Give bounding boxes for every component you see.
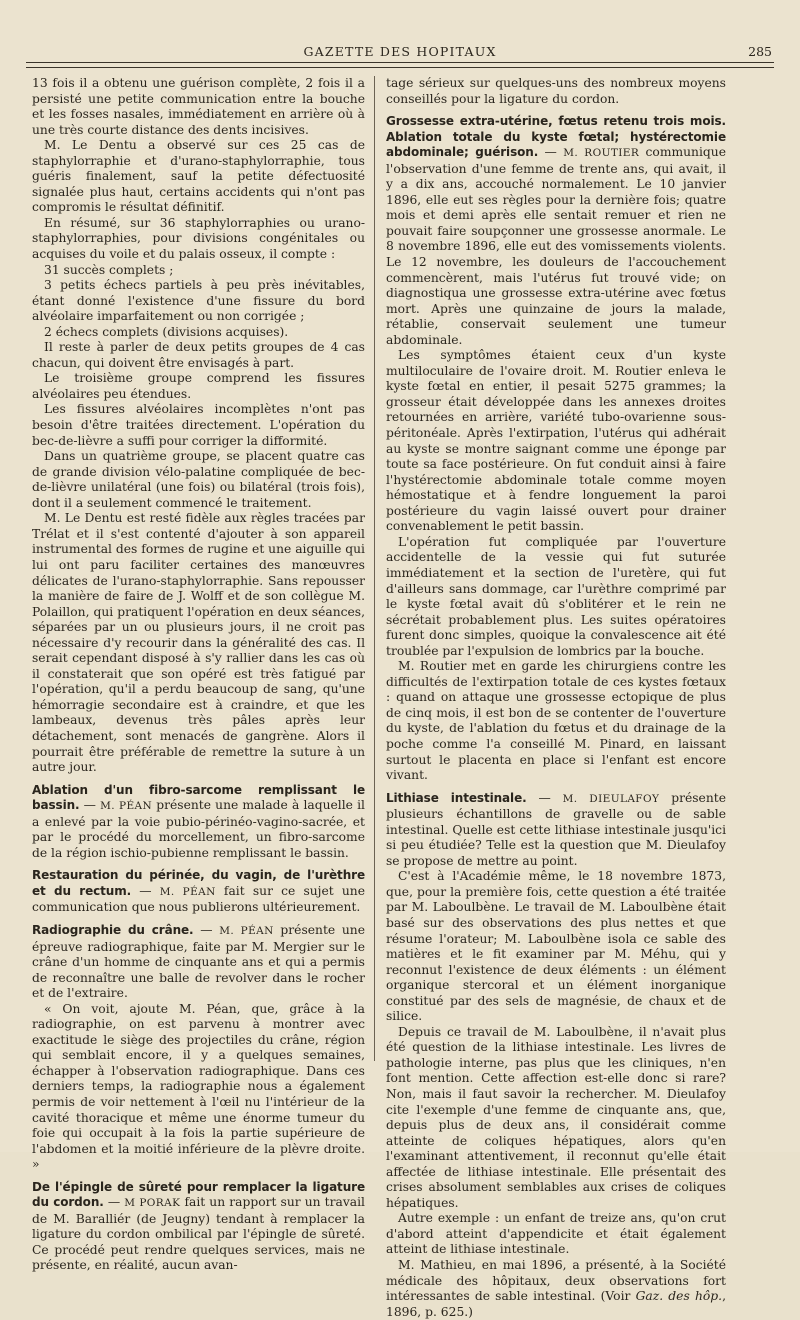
left-column	[32, 76, 365, 1274]
paragraph: Les symptômes étaient ceux d'un kyste multiloculaire de l'ovaire droit. M. Routier enleva le kyste fœtal en entier, il pesait 5275 grammes; la grosseur était développée dans les annexes droites retournées en arrière, variété tubo-ovarienne sous-péritonéale. Après l'extirpation, l'utérus qui adhérait au kyste se montre saignant comme une éponge par toute sa face postérieure. On fut conduit ainsi à faire l'hystérectomie abdominale totale comme moyen hémostatique et à fendre longuement la paroi postérieure du vagin laissé ouvert pour drainer convenablement le petit bassin.	[386, 348, 726, 534]
right-column	[386, 76, 726, 1320]
paragraph: L'opération fut compliquée par l'ouverture accidentelle de la vessie qui fut suturée immédiatement et la section de l'uretère, qui fut d'ailleurs sans dommage, car l'urèthre comprimé par le kyste fœtal avait dû s'oblitérer et le rein ne sécrétait probablement plus. Les suites opératoires furent donc simples, quoique la convalescence ait été troublée par l'expulsion de lombrics par la bouche.	[386, 534, 726, 658]
section-body: fait sur ce sujet une communication que nous publierons ultérieurement.	[32, 883, 366, 915]
header-rule-thin	[26, 67, 774, 68]
paragraph: Depuis ce travail de M. Laboulbène, il n'avait plus été question de la lithiase intestinale. Les livres de pathologie interne, pas plus que les cliniques, n'en font mention. Cette affection est-elle donc si rare? Non, mais il faut savoir la rechercher. M. Dieulafoy cite l'exemple d'une femme de cinquante ans, que, depuis plus de deux ans, il considérait comme atteinte de coliques hépatiques, alors qu'en l'examinant attentivement, il reconnut qu'elle était affectée de lithiase intestinale. Elle présentait des crises absolument semblables aux crises de coliques hépatiques.	[386, 1024, 726, 1210]
author-name: M. DIEULAFOY	[562, 792, 660, 805]
paragraph: 13 fois il a obtenu une guérison complète, 2 fois il a persisté une petite communication entre la bouche et les fosses nasales, immédiatement en arrière où à une très courte distance des dents incisives.	[32, 76, 365, 137]
journal-title: GAZETTE DES HOPITAUX	[303, 44, 497, 59]
paragraph: M. Le Dentu est resté fidèle aux règles tracées par Trélat et il s'est contenté d'ajouter à son appareil instrumental des formes de rugine et une aiguille qui lui ont paru faciliter certaines des manœuvres délicates de l'urano-staphylorraphie. Sans repousser la manière de faire de J. Wolff et de son collègue M. Polaillon, qui pratiquent l'opération en deux séances, séparées par un ou plusieurs jours, il ne croit pas nécessaire d'y recourir dans la généralité des cas. Il serait cependant disposé à s'y rallier dans les cas où il constaterait que son opéré est très fatigué par l'opération, qu'il a perdu beaucoup de sang, qu'une hémorragie secondaire est à craindre, et que les lambeaux, devenus très pâles après leur détachement, sont menacés de gangrène. Alors il pourrait être préférable de remettre la suture à un autre jour.	[32, 511, 365, 775]
section-heading: Lithiase intestinale.	[386, 790, 527, 805]
section-lithiase-intestinale: Lithiase intestinale. — M. DIEULAFOY présente plusieurs échantillons de gravelle ou de sable intestinal. Quelle est cette lithiase intestinale jusqu'ici si peu étudiée? Telle est la question que M. Dieulafoy se propose de mettre au point.	[386, 790, 726, 868]
paragraph: M. Le Dentu a observé sur ces 25 cas de staphylorraphie et d'urano-staphylorraphie, tous guéris finalement, sauf la petite défectuosité signalée plus haut, certains accidents qui n'ont pas compromis le résultat définitif.	[32, 138, 365, 215]
paragraph: Dans un quatrième groupe, se placent quatre cas de grande division vélo-palatine compliquée de bec-de-lièvre unilatéral (une fois) ou bilatéral (trois fois), dont il a seulement commencé le traitement.	[32, 449, 365, 510]
section-grossesse-extra-uterine: Grossesse extra-utérine, fœtus retenu trois mois. Ablation totale du kyste fœtal; hystérectomie abdominale; guérison. — M. ROUTIER communique l'observation d'une femme de trente ans, qui avait, il y a dix ans, accouché normalement. Le 10 janvier 1896, elle eut ses règles pour la dernière fois; quatre mois et demi après elle sentait remuer et rien ne pouvait faire soupçonner une grossesse anormale. Le 8 novembre 1896, elle eut des vomissements violents. Le 12 novembre, les douleurs de l'accouchement commencèrent, mais l'utérus fut trouvé vide; on diagnostiqua une grossesse extra-utérine avec fœtus mort. Après une quinzaine de jours la malade, rétablie, conservait seulement une tumeur abdominale.	[386, 114, 726, 347]
section-body: présente une malade à laquelle il a enlevé par la voie pubio-périnéo-vagino-sacrée, et par le procédé du morcellement, un fibro-sarcome de la région ischio-pubienne remplissant le bassin.	[32, 798, 365, 860]
column-divider	[374, 76, 375, 1061]
section-body: fait un rapport sur un travail de M. Baralliér (de Jeugny) tendant à remplacer la ligature du cordon ombilical par l'épingle de sûreté. Ce procédé peut rendre quelques services, mais ne présente, en réalité, aucun avan-	[32, 1195, 365, 1273]
section-heading: De l'épingle de sûreté pour remplacer la ligature du cordon.	[32, 1179, 365, 1210]
paragraph: Autre exemple : un enfant de treize ans, qu'on crut d'abord atteint d'appendicite et était également atteint de lithiase intestinale.	[386, 1211, 726, 1257]
section-body: communique l'observation d'une femme de trente ans, qui avait, il y a dix ans, accouché normalement. Le 10 janvier 1896, elle eut ses règles pour la dernière fois; quatre mois et demi après elle sentait remuer et rien ne pouvait faire soupçonner une grossesse anormale. Le 8 novembre 1896, elle eut des vomissements violents. Le 12 novembre, les douleurs de l'accouchement commencèrent, mais l'utérus fut trouvé vide; on diagnostiqua une grossesse extra-utérine avec fœtus mort. Après une quinzaine de jours la malade, rétablie, conservait seulement une tumeur abdominale.	[386, 145, 726, 347]
section-heading: Radiographie du crâne.	[32, 922, 194, 937]
author-name: M. PÉAN	[219, 924, 274, 937]
paragraph: Les fissures alvéolaires incomplètes n'ont pas besoin d'être traitées directement. L'opération du bec-de-lièvre a suffi pour corriger la difformité.	[32, 402, 365, 448]
paragraph-text: M. Mathieu, en mai 1896, a présenté, à la Société médicale des hôpitaux, deux observations fort intéressantes de sable intestinal. (Voir	[386, 1258, 726, 1304]
author-name: M. PÉAN	[159, 885, 216, 898]
quote-paragraph: « On voit, ajoute M. Péan, que, grâce à la radiographie, on est parvenu à montrer avec exactitude le siège des projectiles du crâne, région qui semblait encore, il y a quelques semaines, échapper à l'observation radiographique. Dans ces derniers temps, la radiographie nous a également permis de voir nettement à l'œil nu l'intérieur de la cavité thoracique et même une énorme tumeur du foie qui occupait à la fois la partie supérieure de l'abdomen et la moitié inférieure de la plèvre droite. »	[32, 1001, 365, 1172]
paragraph: Il reste à parler de deux petits groupes de 4 cas chacun, qui doivent être envisagés à part.	[32, 340, 365, 370]
section-body: présente une épreuve radiographique, faite par M. Mergier sur le crâne d'un homme de cinquante ans et qui a permis de reconnaître une balle de revolver dans le rocher et de l'extraire.	[32, 922, 365, 1001]
continued-paragraph: tage sérieux sur quelques-uns des nombreux moyens conseillés pour la ligature du cordon.	[386, 76, 726, 106]
section-heading: Restauration du périnée, du vagin, de l'urèthre et du rectum.	[32, 868, 365, 898]
paragraph-text: , 1896, p. 625.)	[386, 1289, 726, 1319]
author-name: M. PÉAN	[100, 800, 153, 813]
paragraph	[386, 1258, 726, 1320]
paragraph: En résumé, sur 36 staphylorraphies ou urano-staphylorraphies, pour divisions congénitales ou acquises du voile et du palais osseux, il compte :	[32, 215, 365, 262]
section-heading: Grossesse extra-utérine, fœtus retenu trois mois. Ablation totale du kyste fœtal; hystérectomie abdominale; guérison.	[386, 114, 726, 160]
section-pean-perinee: Restauration du périnée, du vagin, de l'urèthre et du rectum. — M. PÉAN fait sur ce sujet une communication que nous publierons ultérieurement.	[32, 868, 366, 915]
paragraph: Le troisième groupe comprend les fissures alvéolaires peu étendues.	[32, 371, 365, 401]
citation-reference: Gaz. des hôp.	[635, 1289, 723, 1304]
list-item: 31 succès complets ;	[44, 262, 174, 277]
running-header	[28, 44, 772, 64]
section-epingle-surete: De l'épingle de sûreté pour remplacer la ligature du cordon. — M PORAK fait un rapport sur un travail de M. Baralliér (de Jeugny) tendant à remplacer la ligature du cordon ombilical par l'épingle de sûreté. Ce procédé peut rendre quelques services, mais ne présente, en réalité, aucun avan-	[32, 1179, 365, 1273]
author-name: M. ROUTIER	[563, 147, 640, 160]
section-heading: Ablation d'un fibro-sarcome remplissant le bassin.	[32, 782, 365, 813]
list-item: 3 petits échecs partiels à peu près inévitables, étant donné l'existence d'une fissure du bord alvéolaire imparfaitement ou non corrigée ;	[32, 278, 365, 324]
section-body: présente plusieurs échantillons de gravelle ou de sable intestinal. Quelle est cette lithiase intestinale jusqu'ici si peu étudiée? Telle est la question que M. Dieulafoy se propose de mettre au point.	[386, 790, 726, 868]
page-number: 285	[748, 44, 772, 59]
author-name: M PORAK	[124, 1197, 181, 1210]
list-item: 2 échecs complets (divisions acquises).	[44, 324, 289, 339]
section-pean-fibro-sarcome: Ablation d'un fibro-sarcome remplissant le bassin. — M. PÉAN présente une malade à laquelle il a enlevé par la voie pubio-périnéo-vagino-sacrée, et par le procédé du morcellement, un fibro-sarcome de la région ischio-pubienne remplissant le bassin.	[32, 782, 365, 860]
paragraph: C'est à l'Académie même, le 18 novembre 1873, que, pour la première fois, cette question a été traitée par M. Laboulbène. Le travail de M. Laboulbène était basé sur des observations des plus nettes et que résume l'orateur; M. Laboulbène isola ce sable des matières et le fit examiner par M. Méhu, qui y reconnut l'existence de deux éléments : un élément organique stercoral et un élément inorganique constitué par des sels de magnésie, de chaux et de silice.	[386, 869, 726, 1024]
section-radiographie: Radiographie du crâne. — M. PÉAN présente une épreuve radiographique, faite par M. Mergier sur le crâne d'un homme de cinquante ans et qui a permis de reconnaître une balle de revolver dans le rocher et de l'extraire.	[32, 922, 365, 1001]
header-rule-thick	[26, 62, 774, 63]
paragraph: M. Routier met en garde les chirurgiens contre les difficultés de l'extirpation totale de ces kystes fœtaux : quand on attaque une grossesse ectopique de plus de cinq mois, il est bon de se contenter de l'ouverture du kyste, de l'ablation du fœtus et du drainage de la poche comme l'a conseillé M. Pinard, en laissant surtout le placenta en place si l'enfant est encore vivant.	[386, 659, 726, 783]
